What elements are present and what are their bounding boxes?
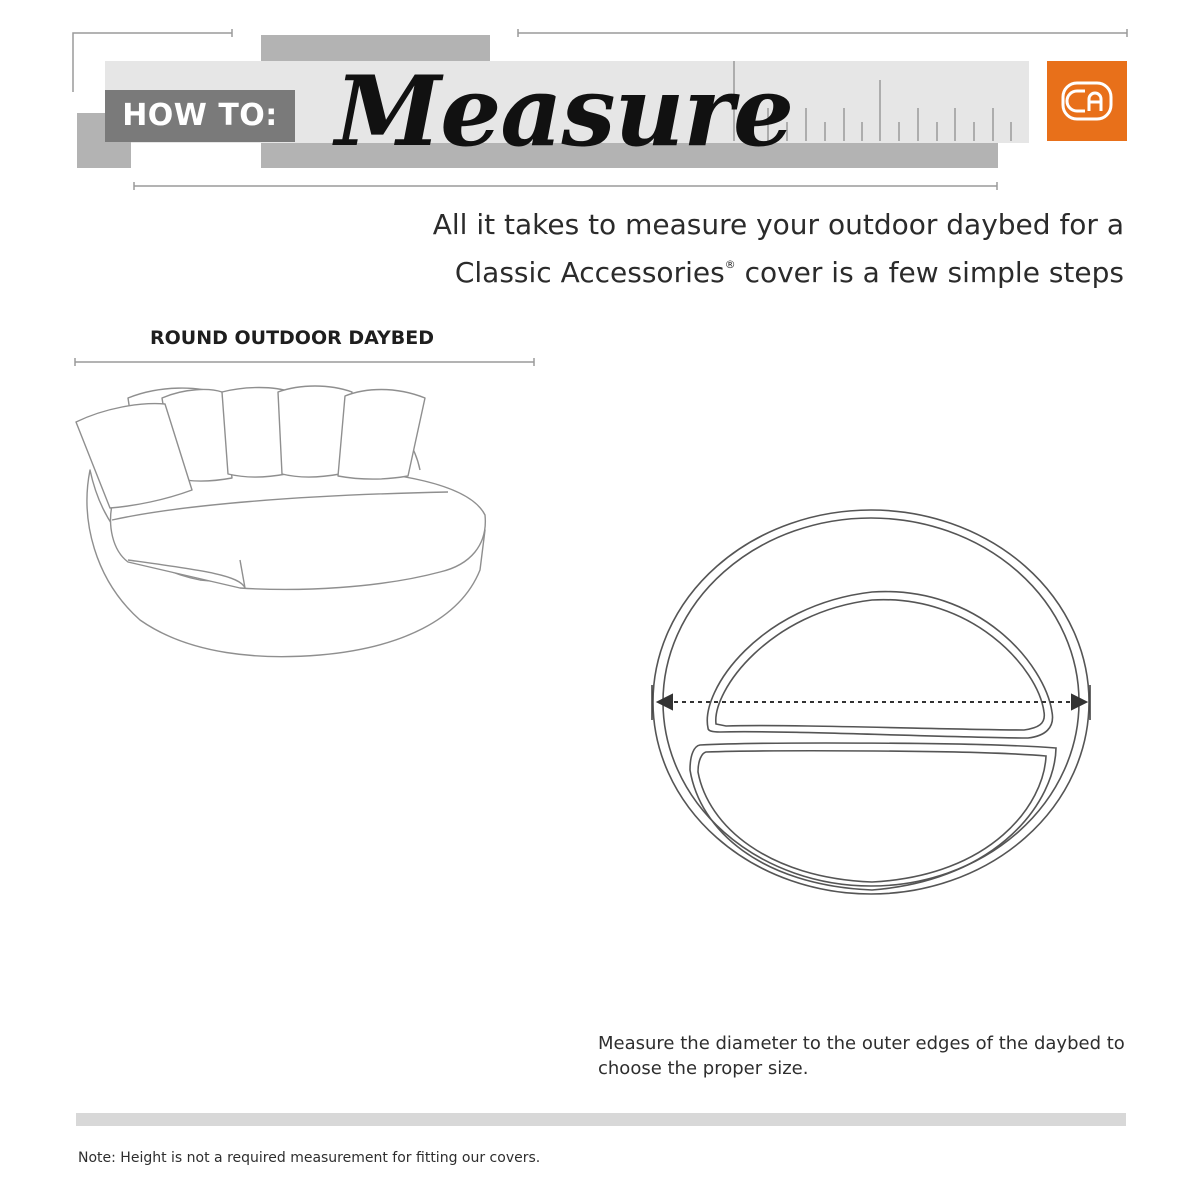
classic-accessories-ca-logo-icon [1047,61,1127,141]
measure-title: Measure [335,55,794,168]
intro-line-2 [404,245,1124,293]
brand-name: Classic Accessories [454,256,725,289]
daybed-perspective-illustration [60,375,510,675]
measure-instruction: Measure the diameter to the outer edges of the daybed to choose the proper size. [598,1033,1125,1079]
intro-line-2-end: cover is a few simple steps [735,256,1124,289]
brand-logo [1047,61,1127,141]
how-to-label: HOW TO: [105,90,295,142]
section-title: ROUND OUTDOOR DAYBED [150,327,435,349]
daybed-top-view-diagram [630,490,1110,910]
intro-line-1: All it takes to measure your outdoor daybed for a [432,208,1124,241]
footer-divider [76,1113,1126,1126]
height-note: Note: Height is not a required measurement for fitting our covers. [78,1150,541,1166]
section-title-rule [70,355,540,369]
registered-mark: ® [724,258,736,271]
intro-text [404,205,1124,293]
